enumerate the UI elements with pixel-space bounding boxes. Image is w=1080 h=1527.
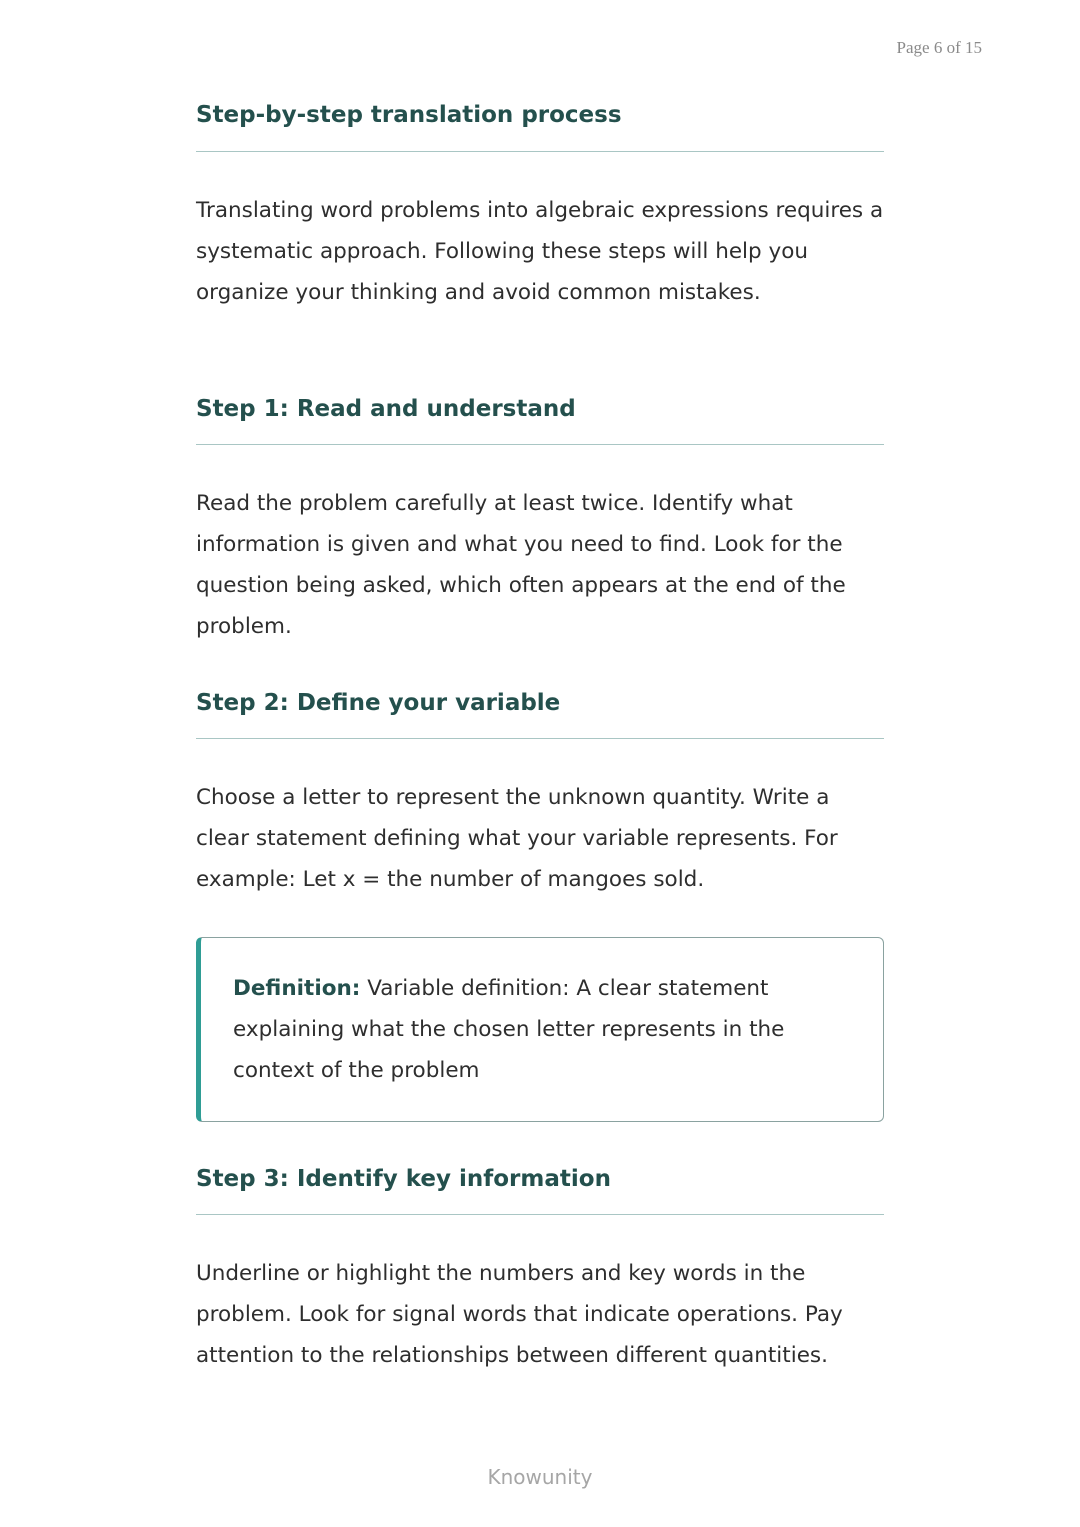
definition-callout — [196, 937, 884, 1122]
step-1-paragraph: Read the problem carefully at least twice. Identify what information is given and what you need to find. Look for the question being asked, which often appears at the end of the problem. — [196, 491, 846, 639]
section-heading-step-2: Step 2: Define your variable — [196, 690, 561, 716]
definition-label: Definition: — [233, 976, 361, 1001]
heading-divider — [196, 151, 884, 152]
heading-divider — [196, 1214, 884, 1215]
page-number: Page 6 of 15 — [896, 38, 982, 57]
step-3-paragraph: Underline or highlight the numbers and key words in the problem. Look for signal words that indicate operations. Pay attention to the relationships between different quantities. — [196, 1261, 843, 1368]
heading-divider — [196, 738, 884, 739]
intro-paragraph: Translating word problems into algebraic expressions requires a systematic approach. Following these steps will help you organize your thinking and avoid common mistakes. — [196, 198, 884, 305]
footer-brand: Knowunity — [487, 1465, 593, 1489]
definition-text — [233, 968, 853, 1091]
definition-body: Variable definition: A clear statement explaining what the chosen letter represents in the context of the problem — [233, 976, 785, 1083]
section-heading-step-1: Step 1: Read and understand — [196, 396, 576, 422]
section-heading-translation-process: Step-by-step translation process — [196, 102, 622, 128]
step-2-paragraph: Choose a letter to represent the unknown quantity. Write a clear statement defining what your variable represents. For example: Let x = the number of mangoes sold. — [196, 785, 838, 892]
section-heading-step-3: Step 3: Identify key information — [196, 1166, 611, 1192]
heading-divider — [196, 444, 884, 445]
